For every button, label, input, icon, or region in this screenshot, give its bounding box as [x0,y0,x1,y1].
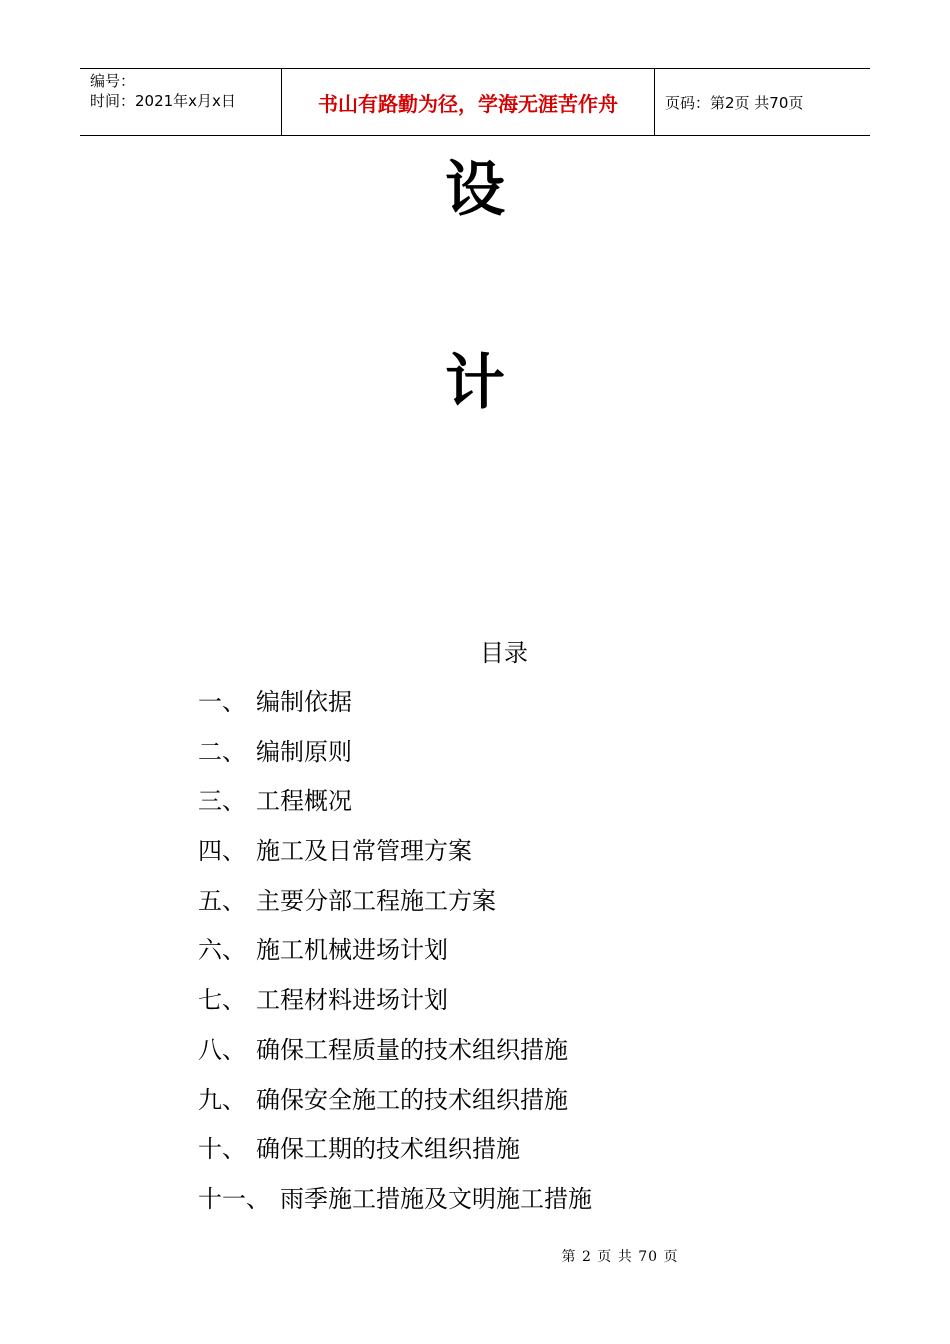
motto-text: 书山有路勤为径，学海无涯苦作舟 [318,91,618,116]
toc-item-number: 六、 [198,936,246,965]
header-motto-cell [282,69,655,135]
toc-item-label: 主要分部工程施工方案 [256,886,496,915]
toc-item-label: 工程概况 [256,787,352,816]
toc-item-number: 八、 [198,1035,246,1064]
toc-item[interactable] [198,685,592,735]
toc-item-number: 二、 [198,737,246,766]
date-label: 时间：2021年x月x日 [90,92,236,110]
toc-item[interactable] [198,884,592,934]
toc-item-label: 确保安全施工的技术组织措施 [256,1085,568,1114]
title-char-1: 设 [445,155,505,225]
toc-item-label: 施工机械进场计划 [256,936,448,965]
toc-item-number: 五、 [198,886,246,915]
toc-item[interactable] [198,1182,592,1232]
toc-item-label: 施工及日常管理方案 [256,837,472,866]
toc-item[interactable] [198,735,592,785]
toc-item-number: 三、 [198,787,246,816]
toc-item-label: 雨季施工措施及文明施工措施 [280,1184,592,1213]
toc-item-number: 十、 [198,1135,246,1164]
toc-item[interactable] [198,933,592,983]
table-of-contents [198,685,592,1232]
toc-item-number: 一、 [198,688,246,716]
title-char-2: 计 [445,348,505,418]
toc-title: 目录 [480,639,528,667]
toc-item-label: 编制原则 [256,737,352,766]
page-footer: 第 2 页 共 70 页 [561,1249,679,1265]
toc-item[interactable] [198,983,592,1033]
toc-item-number: 九、 [198,1085,246,1114]
toc-item-label: 工程材料进场计划 [256,986,448,1015]
toc-item-number: 七、 [198,986,246,1015]
toc-item[interactable] [198,784,592,834]
header-page-cell [655,69,870,135]
toc-item[interactable] [198,834,592,884]
toc-item[interactable] [198,1132,592,1182]
page-header [80,68,870,136]
serial-number-label: 编号： [90,72,136,90]
header-meta-cell [80,69,282,135]
toc-item-label: 编制依据 [256,688,352,716]
toc-item-number: 四、 [198,837,246,866]
toc-item-number: 十一、 [198,1184,270,1213]
toc-item[interactable] [198,1083,592,1133]
page-info: 页码：第2页 共70页 [665,93,804,112]
toc-item[interactable] [198,1033,592,1083]
toc-item-label: 确保工期的技术组织措施 [256,1135,520,1164]
toc-item-label: 确保工程质量的技术组织措施 [256,1035,568,1064]
